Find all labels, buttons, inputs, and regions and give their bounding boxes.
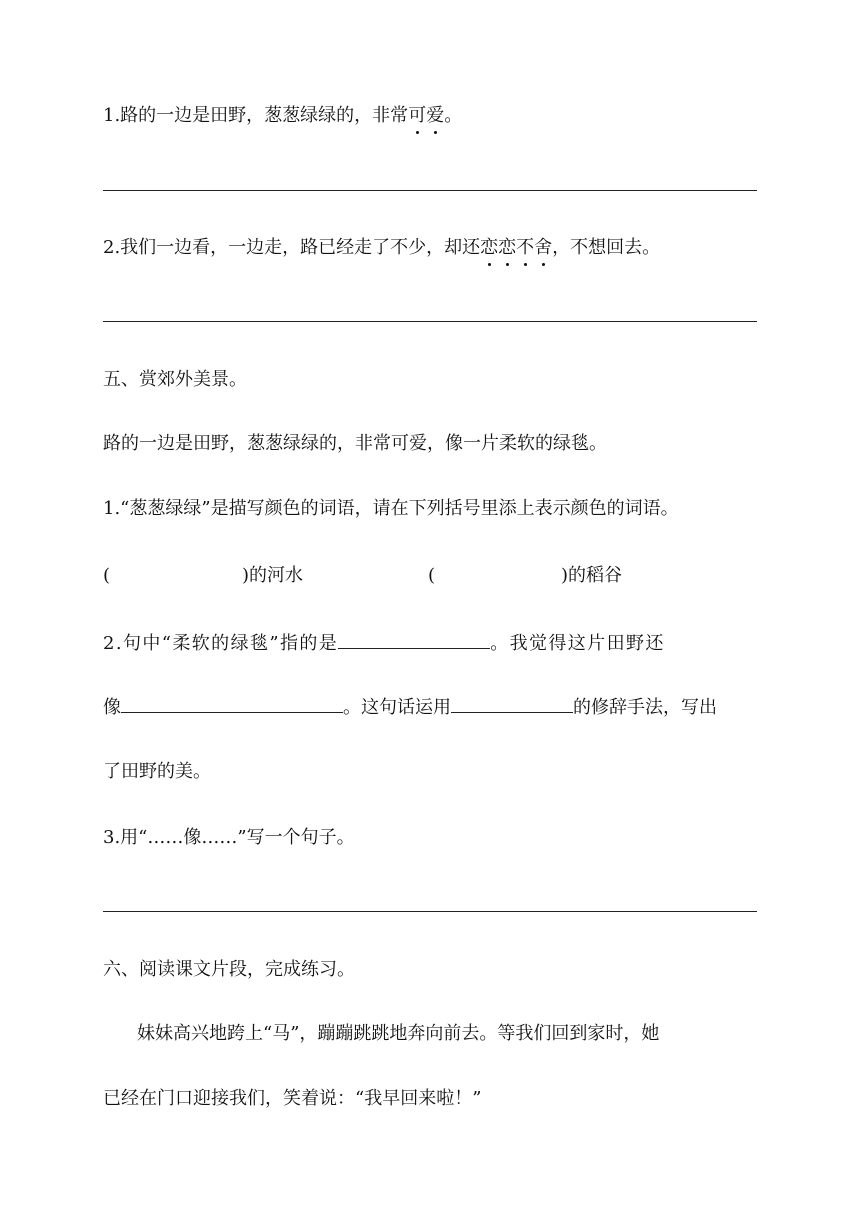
q4-item-2-text: 2.我们一边看，一边走，路已经走了不少，却还: [103, 237, 481, 258]
fill-blank-rice[interactable]: [428, 564, 622, 588]
q6-paragraph-line-2: 已经在门口迎接我们，笑着说：“我早回来啦！”: [103, 1088, 482, 1109]
q6-heading: 六、阅读课文片段，完成练习。: [103, 959, 355, 980]
fill-blank-river-label: )的河水: [242, 565, 304, 586]
q5-item-1: 1.“葱葱绿绿”是描写颜色的词语，请在下列括号里添上表示颜色的词语。: [103, 498, 679, 519]
answer-blank[interactable]: [121, 694, 343, 713]
q5-item-3: 3.用“……像……”写一个句子。: [103, 827, 355, 848]
answer-blank[interactable]: [451, 694, 573, 713]
emphasis-char: 舍: [534, 237, 553, 258]
emphasis-char: 可: [408, 105, 427, 126]
emphasis-char: 恋: [498, 237, 517, 258]
q5-item-2-text-cont: 。我觉得这片田野还: [490, 633, 665, 654]
q5-item-2-text: 像: [103, 697, 121, 718]
paren-open: (: [103, 565, 111, 586]
q5-item-2-line-2: [103, 694, 717, 720]
q4-item-2: [103, 236, 660, 260]
q4-item-1-end: 。: [444, 105, 463, 126]
emphasis-char: 恋: [480, 237, 499, 258]
answer-line[interactable]: [103, 190, 757, 191]
fill-blank-rice-label: )的稻谷: [561, 565, 623, 586]
answer-line[interactable]: [103, 321, 757, 322]
answer-blank[interactable]: [338, 630, 490, 649]
q5-heading: 五、赏郊外美景。: [103, 369, 247, 390]
emphasis-char: 爱: [426, 105, 445, 126]
q5-item-2-text-cont: 。这句话运用: [343, 697, 451, 718]
q4-item-1-text: 1.路的一边是田野，葱葱绿绿的，非常: [103, 105, 409, 126]
q5-item-2-text-end: 的修辞手法，写出: [573, 697, 717, 718]
q5-item-2-text: 2.句中“柔软的绿毯”指的是: [103, 633, 339, 654]
q6-paragraph-line-1: 妹妹高兴地跨上“马”，蹦蹦跳跳地奔向前去。等我们回到家时，她: [137, 1023, 660, 1044]
q5-passage: 路的一边是田野，葱葱绿绿的，非常可爱，像一片柔软的绿毯。: [103, 433, 607, 454]
q4-item-2-end: ，不想回去。: [552, 237, 661, 258]
answer-line[interactable]: [103, 911, 757, 912]
emphasis-char: 不: [516, 237, 535, 258]
q4-item-1: [103, 104, 462, 128]
fill-blank-river[interactable]: [103, 564, 303, 588]
paren-open: (: [428, 565, 436, 586]
q5-item-2-line-3: 了田野的美。: [103, 761, 211, 782]
q5-item-2-line-1: [103, 630, 665, 656]
